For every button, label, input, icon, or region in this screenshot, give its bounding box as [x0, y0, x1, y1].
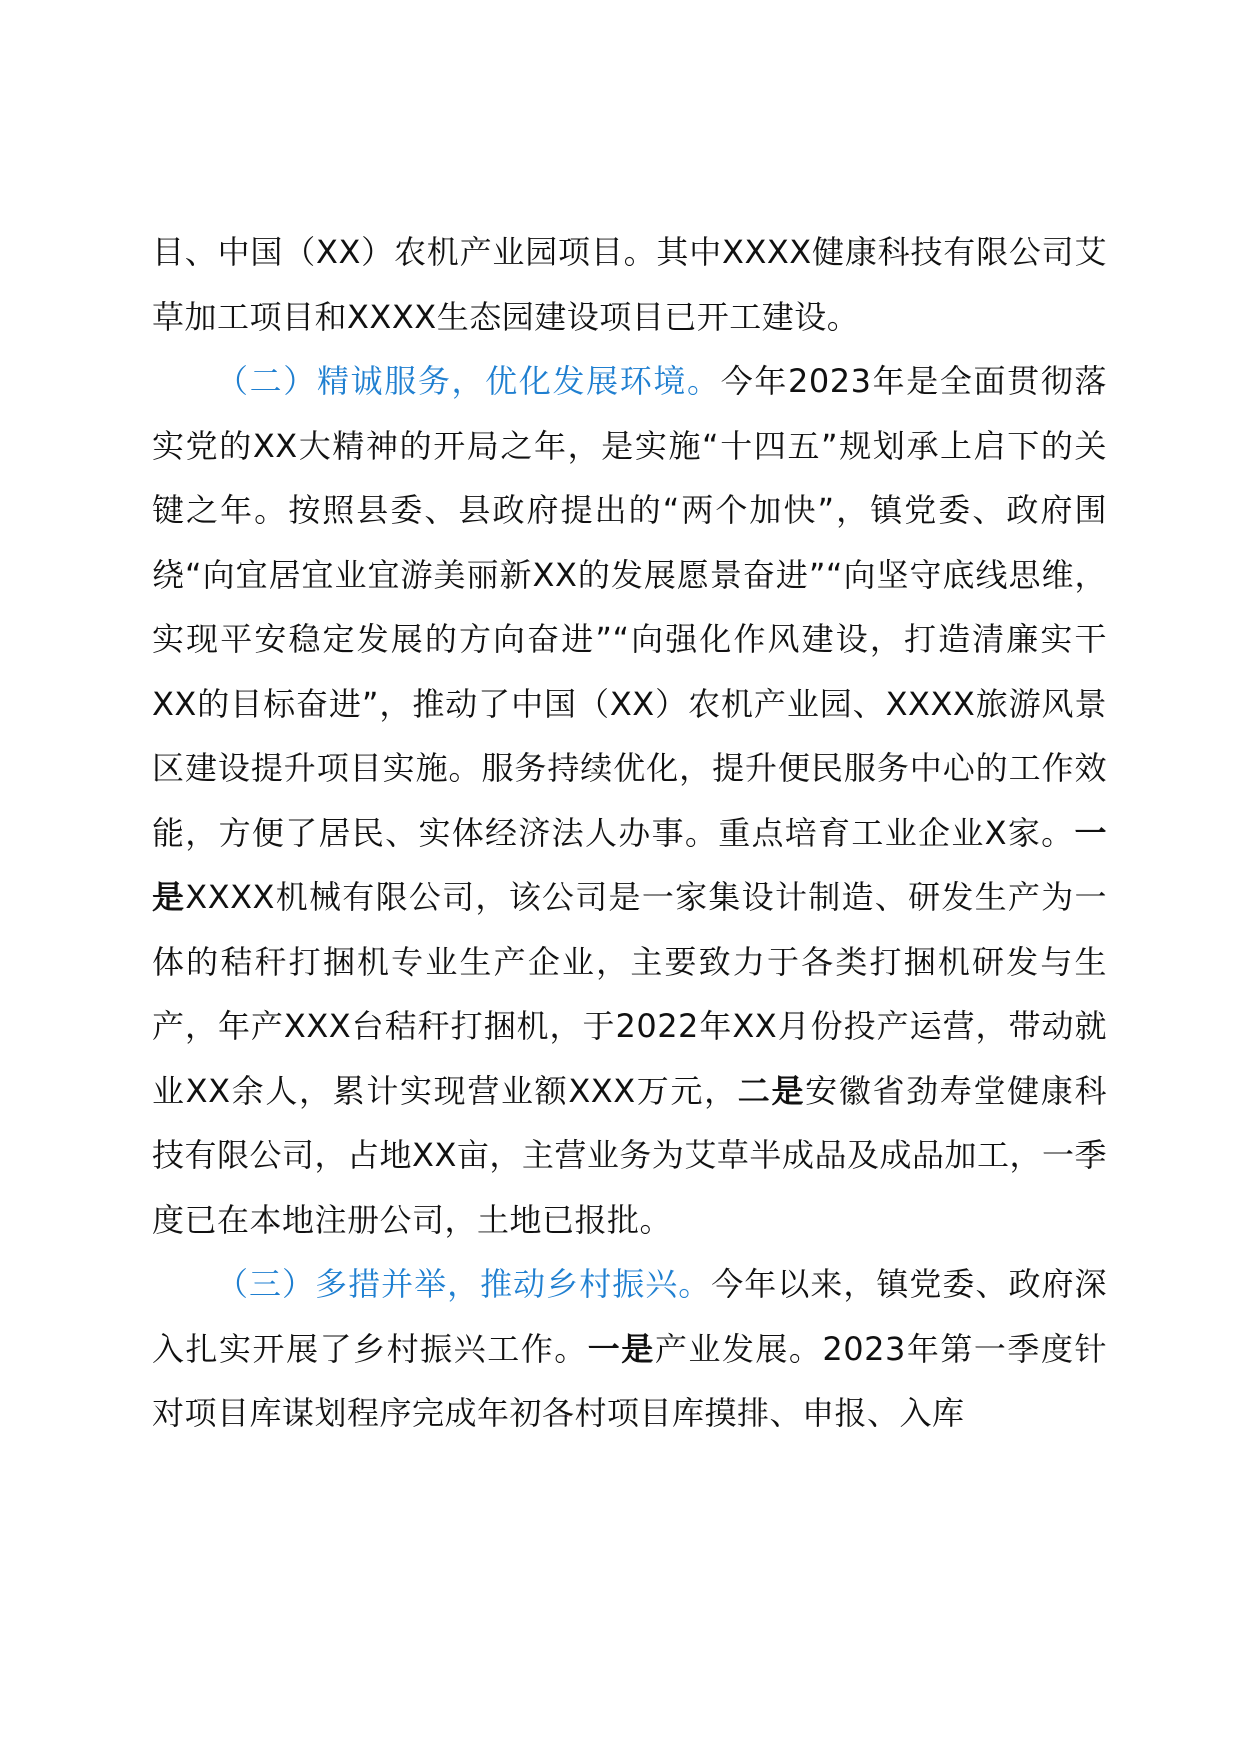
- document-body: [152, 220, 1107, 1446]
- paragraph-section-2: [152, 349, 1107, 1252]
- paragraph-text: 安徽省劲寿堂健康科技有限公司，占地XX亩，主营业务为艾草半成品及成品加工，一季度已在本地注册公司，土地已报批。: [152, 1071, 1107, 1239]
- section-heading-2: （二）精诚服务，优化发展环境。: [216, 362, 721, 400]
- section-heading-3: （三）多措并举，推动乡村振兴。: [216, 1265, 712, 1303]
- emphasis-second: 二是: [737, 1071, 806, 1110]
- emphasis-first: 一是: [587, 1329, 655, 1368]
- paragraph-text: 今年以来，镇党委、政府深入扎实开展了乡村振兴工作。: [152, 1265, 1107, 1368]
- paragraph-text: 今年2023年是全面贯彻落实党的XX大精神的开局之年，是实施“十四五”规划承上启下的关键之年。按照县委、县政府提出的“两个加快”，镇党委、政府围绕“向宜居宜业宜游美丽新XX的发展愿景奋进”“向坚守底线思维，实现平安稳定发展的方向奋进”“向强化作风建设，打造清廉实干XX的目标奋进”，推动了中国（XX）农机产业园、XXXX旅游风景区建设提升项目实施。服务持续优化，提升便民服务中心的工作效能，方便了居民、实体经济法人办事。重点培育工业企业X家。: [152, 362, 1107, 852]
- paragraph-continuation: [152, 220, 1107, 349]
- paragraph-text: XXXX机械有限公司，该公司是一家集设计制造、研发生产为一体的秸秆打捆机专业生产企业，主要致力于各类打捆机研发与生产，年产XXX台秸秆打捆机，于2022年XX月份投产运营，带动就业XX余人，累计实现营业额XXX万元，: [152, 878, 1107, 1110]
- emphasis-first: 一是: [152, 813, 1107, 916]
- paragraph-section-3: [152, 1252, 1107, 1446]
- paragraph-text: 目、中国（XX）农机产业园项目。其中XXXX健康科技有限公司艾草加工项目和XXXX生态园建设项目已开工建设。: [152, 233, 1107, 336]
- paragraph-text: 产业发展。2023年第一季度针对项目库谋划程序完成年初各村项目库摸排、申报、入库: [152, 1329, 1107, 1432]
